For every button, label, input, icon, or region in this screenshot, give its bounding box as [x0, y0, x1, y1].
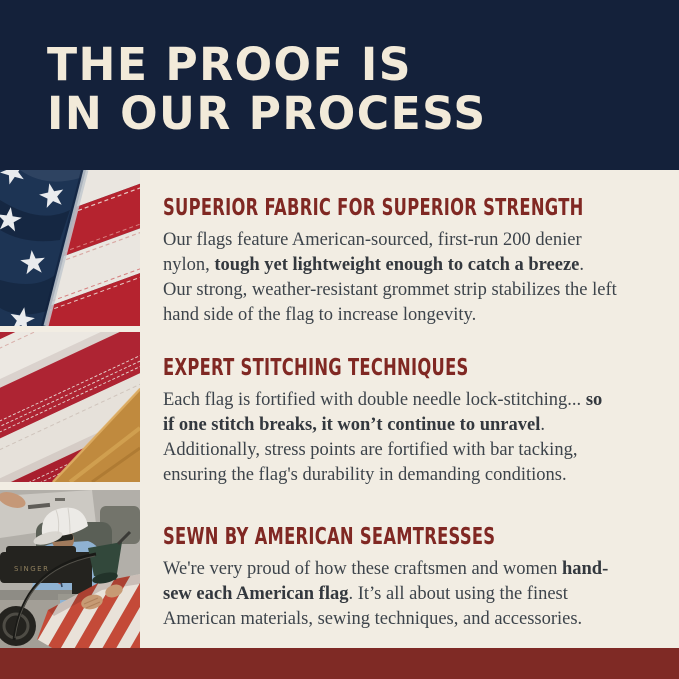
body-text-bold: tough yet lightweight enough to catch a breeze: [214, 255, 580, 275]
section-body: [163, 557, 617, 632]
section-heading: EXPERT STITCHING TECHNIQUES: [163, 355, 469, 381]
bottom-accent-bar: [0, 648, 679, 679]
section-american-seamstresses: [163, 526, 645, 632]
content-panel: [140, 170, 679, 648]
section-expert-stitching: [163, 357, 645, 488]
body-text: We're very proud of how these craftsmen and women: [163, 559, 562, 579]
body-text: Our flags feature American-sourced, first-run 200 denier nylon,: [163, 230, 582, 275]
photo-column: [0, 170, 140, 648]
section-body: [163, 388, 617, 488]
body-text-bold: hand-sew each American flag: [163, 559, 609, 604]
body-text: . Additionally, stress points are fortified with bar tacking, ensuring the flag's durability in demanding conditions.: [163, 415, 578, 485]
singer-brand-label: SINGER: [14, 565, 50, 573]
body-text: . It’s all about using the finest American materials, sewing techniques, and accessories.: [163, 584, 583, 629]
section-heading: SEWN BY AMERICAN SEAMTRESSES: [163, 524, 496, 550]
section-body: [163, 228, 617, 328]
photo-flag-stripes-on-wood: [0, 332, 140, 482]
body-text-bold: so if one stitch breaks, it won’t continue to unravel: [163, 390, 603, 435]
body-text: . Our strong, weather-resistant grommet strip stabilizes the left hand side of the flag to increase longevity.: [163, 255, 617, 325]
hero-title: [47, 40, 487, 138]
flag-stars-stripes-illustration: [0, 170, 140, 326]
photo-flag-stars-and-stripes: [0, 170, 140, 326]
seamstress-illustration: [0, 490, 140, 648]
section-heading: SUPERIOR FABRIC FOR SUPERIOR STRENGTH: [163, 195, 584, 221]
hero-title-line1: THE PROOF IS: [47, 38, 413, 91]
section-superior-fabric: [163, 197, 645, 328]
photo-seamstress-sewing: [0, 490, 140, 648]
hero-title-line2: IN OUR PROCESS: [47, 87, 487, 140]
body-text: Each flag is fortified with double needle lock-stitching...: [163, 390, 586, 410]
flag-stripes-wood-illustration: [0, 332, 140, 482]
